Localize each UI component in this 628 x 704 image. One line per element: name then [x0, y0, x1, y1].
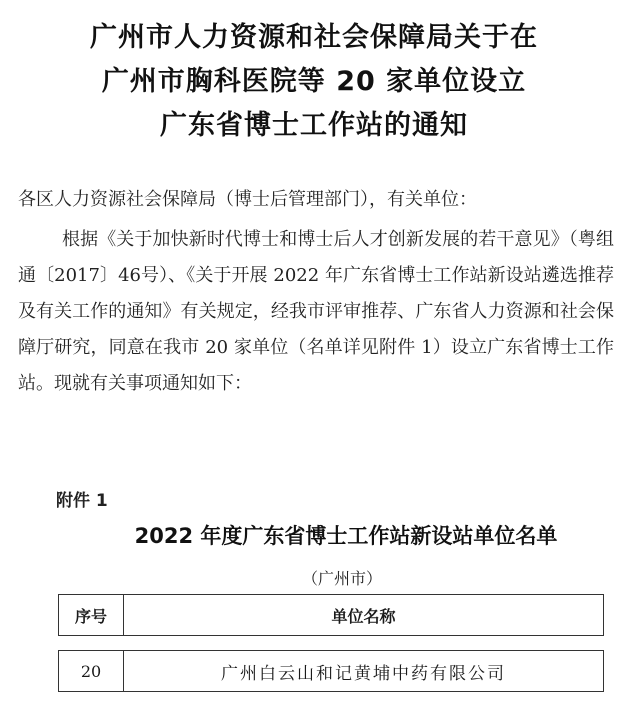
list-subtitle: （广州市） — [301, 569, 382, 588]
row-unit-name: 广州白云山和记黄埔中药有限公司 — [221, 663, 506, 684]
attachment-label: 附件 1 — [56, 491, 108, 511]
unit-list-table — [58, 594, 604, 692]
header-unit-name: 单位名称 — [331, 606, 396, 626]
table-header-row — [58, 594, 604, 636]
notice-body-paragraph: 根据《关于加快新时代博士和博士后人才创新发展的若干意见》（粤组通〔2017〕46号）、《关于开展 2022 年广东省博士工作站新设站遴选推荐及有关工作的通知》有关规定，经我市评审推荐、广东省人力资源和社会保障厅研究，同意在我市 20 家单位（名单详见附件 1）设立广东省博士工作站。现就有关事项通知如下： — [18, 229, 614, 394]
row-serial-number: 20 — [59, 651, 124, 691]
notice-title-line-1: 广州市人力资源和社会保障局关于在 — [90, 22, 538, 53]
greeting-line: 各区人力资源社会保障局（博士后管理部门），有关单位： — [18, 189, 477, 210]
list-title: 2022 年度广东省博士工作站新设站单位名单 — [134, 524, 558, 548]
header-serial-number: 序号 — [59, 595, 124, 635]
notice-title-line-3: 广东省博士工作站的通知 — [160, 110, 468, 141]
notice-title-line-2: 广州市胸科医院等 20 家单位设立 — [101, 66, 527, 97]
table-row — [58, 650, 604, 692]
